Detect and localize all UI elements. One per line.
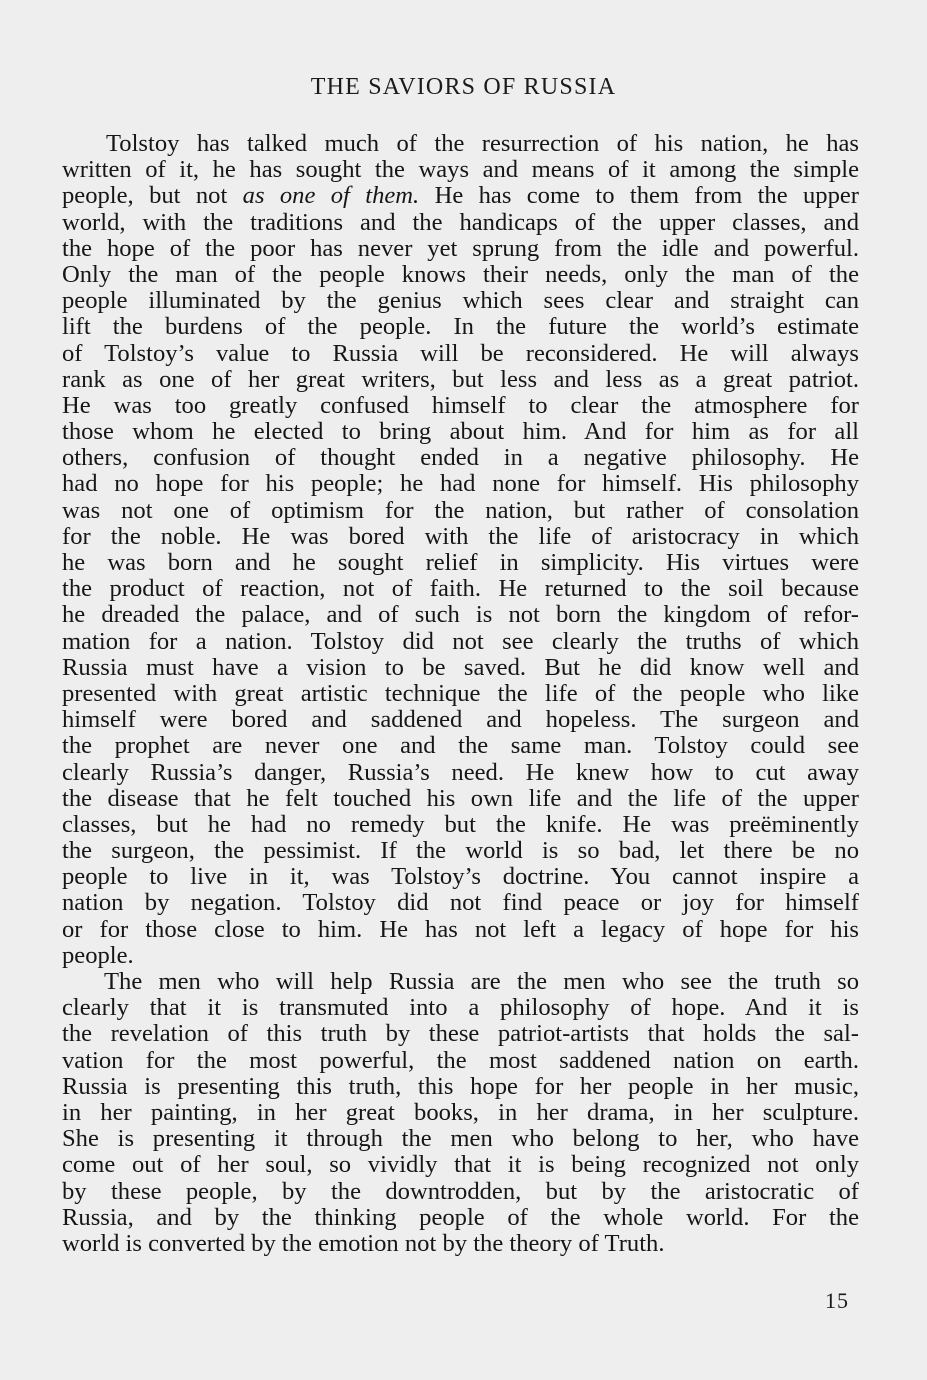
text-line: rank as one of her great writers, but less and less as a great patriot. [62,365,859,393]
text-line: The men who will help Russia are the men who see the truth so [104,968,859,995]
text-line: She is presenting it through the men who belong to her, who have [62,1125,859,1153]
text-line: Only the man of the people knows their needs, only the man of the [62,260,859,288]
text-line: mation for a nation. Tolstoy did not see clearly the truths of which [62,627,859,655]
text-run: He has come to them from the upper [419,182,859,210]
text-line: had no hope for his people; he had none for himself. His philosophy [62,470,859,498]
text-line: written of it, he has sought the ways and means of it among the simple [62,156,859,184]
text-line: of Tolstoy’s value to Russia will be reconsidered. He will always [62,339,859,367]
text-line: the hope of the poor has never yet sprung from the idle and powerful. [62,234,859,262]
text-line: in her painting, in her great books, in her drama, in her sculpture. [62,1098,859,1126]
text-line [62,183,859,209]
text-line: by these people, by the downtrodden, but by the aristocratic of [62,1177,859,1205]
text-line: he dreaded the palace, and of such is not born the kingdom of refor- [62,601,859,629]
text-line: He was too greatly confused himself to clear the atmosphere for [62,391,859,419]
text-line: world, with the traditions and the handicaps of the upper classes, and [62,208,859,236]
text-line: was not one of optimism for the nation, but rather of consolation [62,496,859,524]
text-line: people illuminated by the genius which sees clear and straight can [62,287,859,315]
text-line: the surgeon, the pessimist. If the world is so bad, let there be no [62,837,859,865]
text-line: himself were bored and saddened and hopeless. The surgeon and [62,706,859,734]
text-line: the disease that he felt touched his own life and the life of the upper [62,784,859,812]
text-line: people. [62,941,134,969]
text-line: nation by negation. Tolstoy did not find peace or joy for himself [62,889,859,917]
text-line: clearly Russia’s danger, Russia’s need. He knew how to cut away [62,758,859,786]
text-line: world is converted by the emotion not by the theory of Truth. [62,1229,665,1257]
text-line: Russia must have a vision to be saved. But he did know well and [62,653,859,681]
text-line: those whom he elected to bring about him. And for him as for all [62,418,859,446]
text-line: come out of her soul, so vividly that it is being recognized not only [62,1151,859,1179]
text-line: or for those close to him. He has not left a legacy of hope for his [62,915,859,943]
text-line: others, confusion of thought ended in a negative philosophy. He [62,444,859,472]
running-head: THE SAVIORS OF RUSSIA [310,74,617,100]
text-line: people to live in it, was Tolstoy’s doctrine. You cannot inspire a [62,863,859,891]
text-line: Russia is presenting this truth, this hope for her people in her music, [62,1072,859,1100]
paragraph [62,969,859,1257]
text-line: lift the burdens of the people. In the future the world’s estimate [62,313,859,341]
text-run: people, but not [62,182,243,210]
text-line: classes, but he had no remedy but the knife. He was preëminently [62,810,859,838]
text-line: Tolstoy has talked much of the resurrection of his nation, he has [106,130,859,157]
text-line: for the noble. He was bored with the life of aristocracy in which [62,522,859,550]
italic-phrase: as one of them. [242,182,420,210]
text-line: he was born and he sought relief in simplicity. His virtues were [62,549,859,576]
text-line: the product of reaction, not of faith. He returned to the soil because [62,575,859,603]
paragraph [62,131,859,969]
text-line: vation for the most powerful, the most saddened nation on earth. [62,1046,859,1074]
page-number: 15 [825,1288,849,1313]
text-line: the revelation of this truth by these patriot-artists that holds the sal- [62,1020,859,1048]
text-line: clearly that it is transmuted into a philosophy of hope. And it is [62,994,859,1022]
body-text [62,131,859,1257]
text-line: presented with great artistic technique the life of the people who like [62,679,859,707]
text-line: the prophet are never one and the same man. Tolstoy could see [62,732,859,760]
text-line: Russia, and by the thinking people of the whole world. For the [62,1203,859,1231]
